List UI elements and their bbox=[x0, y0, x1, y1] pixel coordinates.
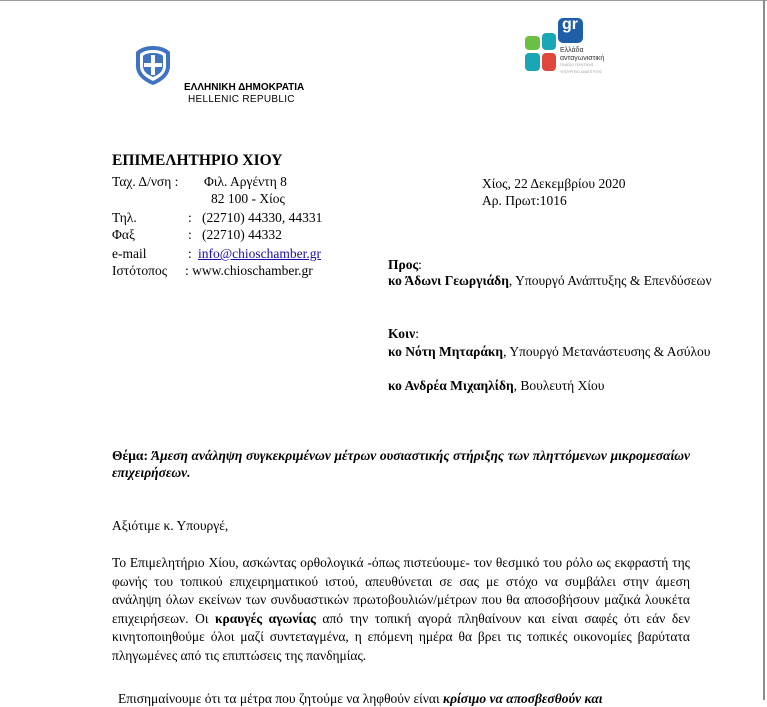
fax-value: (22710) 44332 bbox=[202, 227, 282, 242]
greeting: Αξιότιμε κ. Υπουργέ, bbox=[112, 518, 229, 533]
to-recipient bbox=[388, 272, 713, 289]
paragraph-1-part-2: από την τοπική αγορά πληθαίνουν και είναι σαφές ότι εάν δεν κινητοποιηθούμε όλοι μαζί συντεταγμένα, η επόμενη ημέρα θα βρει τις τοπικές οικονομίες βαρύτατα πληγωμένες από τις επιπτώσεις της πανδημίας. bbox=[112, 610, 690, 663]
country-name-english: HELLENIC REPUBLIC bbox=[188, 94, 295, 105]
phone-value: (22710) 44330, 44331 bbox=[202, 210, 323, 225]
protocol-number: Αρ. Πρωτ:1016 bbox=[482, 193, 567, 208]
to-colon: : bbox=[418, 257, 422, 272]
paragraph-1-emphasis: κραυγές αγωνίας bbox=[215, 610, 316, 626]
cc-recipient-2 bbox=[388, 377, 713, 394]
paragraph-1 bbox=[112, 554, 690, 665]
address-line-2: 82 100 - Χίος bbox=[211, 191, 285, 206]
logo-line-4: ΥΠΟΥΡΓΕΙΟ ΑΝΑΠΤΥΞΗΣ bbox=[560, 70, 603, 74]
to-recipient-role: , Υπουργό Ανάπτυξης & Επενδύσεων bbox=[508, 273, 712, 288]
phone-separator: : bbox=[188, 210, 192, 225]
subject-line bbox=[112, 447, 690, 481]
paragraph-2-start: Επισημαίνουμε ότι τα μέτρα που ζητούμε να ληφθούν είναι bbox=[118, 691, 443, 706]
phone-label: Τηλ. bbox=[112, 210, 137, 225]
paragraph-2 bbox=[118, 690, 718, 707]
cc-label-line bbox=[388, 325, 419, 342]
website-value: : www.chioschamber.gr bbox=[185, 263, 313, 278]
address-label: Ταχ. Δ/νση : bbox=[112, 174, 179, 189]
subject-text: Άμεση ανάληψη συγκεκριμένων μέτρων ουσιαστικής στήριξης των πληττόμενων μικρομεσαίων επιχειρήσεων. bbox=[112, 448, 690, 480]
to-recipient-name: κο Άδωνι Γεωργιάδη bbox=[388, 273, 509, 288]
to-label-line bbox=[388, 256, 422, 273]
fax-label: Φαξ bbox=[112, 227, 135, 242]
gr-badge-text: gr bbox=[562, 16, 578, 33]
logo-line-2: ανταγωνιστική bbox=[560, 55, 605, 62]
page-right-border bbox=[763, 0, 765, 700]
address-line-1: Φιλ. Αργέντη 8 bbox=[204, 174, 287, 189]
cc-recipient-2-name: κο Ανδρέα Μιχαηλίδη bbox=[388, 378, 514, 393]
logo-text bbox=[560, 47, 604, 75]
cc-recipient-1 bbox=[388, 343, 713, 360]
page-top-border bbox=[0, 0, 767, 1]
logo-line-1: Ελλάδα bbox=[560, 47, 584, 54]
paragraph-1-part-1: Το Επιμελητήριο Χίου, ασκώντας ορθολογικά -όπως πιστεύουμε- τον θεσμικό του ρόλο ως εκφραστή της φωνής του τοπικού επιχειρηματικού ιστού, απευθύνεται σε σας με στόχο να συμβάλει στην άμεση ανάληψη όλων εκείνων των συνδυαστικών πρωτοβουλιών/μέτρων που θα αποσοβήσουν μαζικά λουκέτα επιχειρήσεων. Οι bbox=[112, 555, 690, 626]
sender-name: ΕΠΙΜΕΛΗΤΗΡΙΟ ΧΙΟΥ bbox=[112, 152, 283, 169]
paragraph-2-emphasis: κρίσιμο να αποσβεσθούν και bbox=[442, 691, 603, 706]
email-link[interactable]: info@chioschamber.gr bbox=[198, 246, 322, 261]
logo-line-3: ΠΛΑΙΣΙΟ ΠΟΛΙΤΙΚΗΣ bbox=[560, 63, 594, 67]
country-name-greek: ΕΛΛΗΝΙΚΗ ΔΗΜΟΚΡΑΤΙΑ bbox=[184, 82, 305, 93]
cc-colon: : bbox=[415, 326, 419, 341]
email-label: e-mail bbox=[112, 246, 147, 261]
cc-recipient-2-role: , Βουλευτή Χίου bbox=[513, 378, 605, 393]
to-label: Προς bbox=[388, 257, 419, 272]
cc-recipient-1-name: κο Νότη Μηταράκη bbox=[388, 344, 504, 359]
cc-recipient-1-role: , Υπουργό Μετανάστευσης & Ασύλου bbox=[503, 344, 711, 359]
website-label: Ιστότοπος bbox=[112, 263, 168, 278]
subject-label: Θέμα: bbox=[112, 448, 148, 463]
email-separator: : bbox=[188, 246, 192, 261]
cc-label: Κοιν bbox=[388, 326, 416, 341]
letter-date: Χίος, 22 Δεκεμβρίου 2020 bbox=[482, 176, 626, 191]
fax-separator: : bbox=[188, 227, 192, 242]
greek-coat-of-arms-icon bbox=[133, 44, 173, 86]
